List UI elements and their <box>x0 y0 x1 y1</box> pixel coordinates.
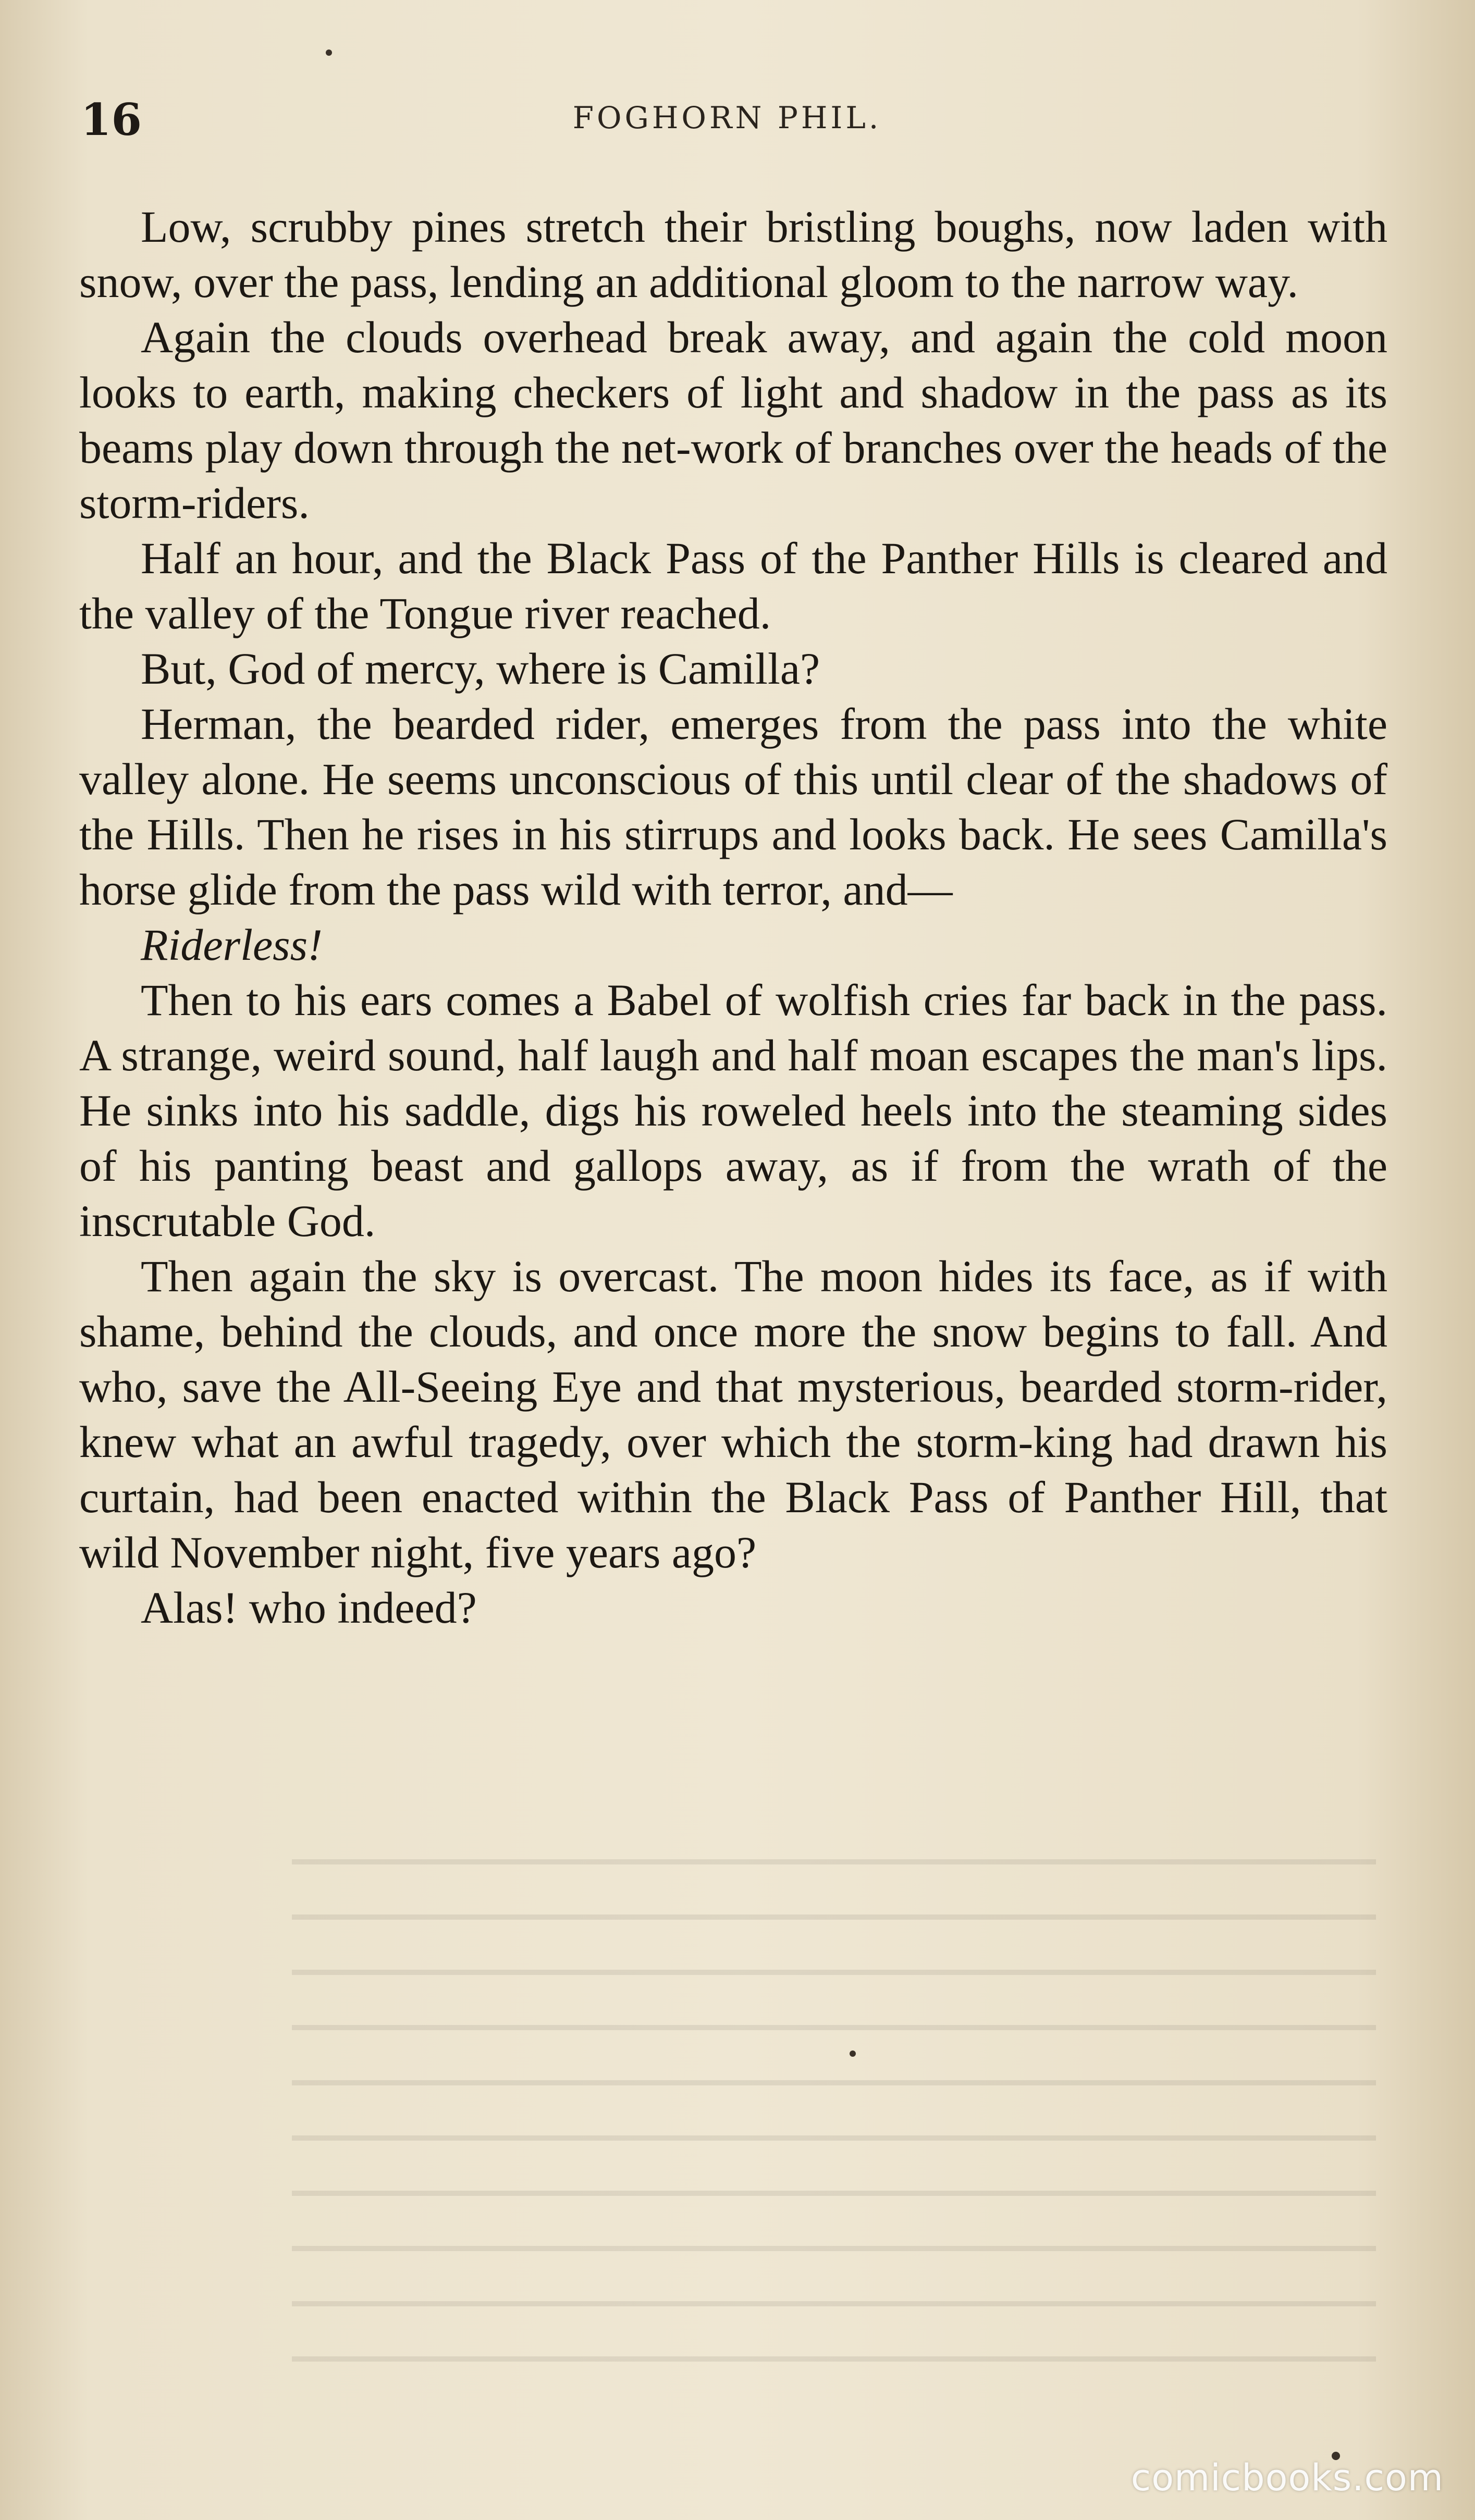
paragraph: Low, scrubby pines stretch their bristling boughs, now laden with snow, over the pass, lending an additional gloom to the narrow way. <box>79 202 1387 307</box>
page-header <box>81 94 1373 151</box>
watermark: comicbooks.com <box>1130 2456 1444 2499</box>
paragraph: Herman, the bearded rider, emerges from the pass into the white valley alone. He seems unconscious of this until clear of the shadows of the Hills. Then he rises in his stirrups and looks back. He sees Camilla's horse glide from the pass wild with terror, and— <box>79 699 1387 915</box>
paragraph: Then to his ears comes a Babel of wolfish cries far back in the pass. A strange, weird sound, half laugh and half moan escapes the man's lips. He sinks into his saddle, digs his roweled heels into the steaming sides of his panting beast and gallops away, as if from the wrath of the inscrutable God. <box>79 975 1387 1246</box>
ink-speck <box>326 50 332 56</box>
paragraph: Alas! who indeed? <box>141 1583 477 1633</box>
paragraph: Then again the sky is overcast. The moon hides its face, as if with shame, behind the clouds, and once more the snow begins to fall. And who, save the All-Seeing Eye and that mysterious, bearded storm-rider, knew what an awful tragedy, over which the storm-king had drawn his curtain, had been enacted within the Black Pass of Panther Hill, that wild November night, five years ago? <box>79 1251 1387 1577</box>
paragraph: Half an hour, and the Black Pass of the Panther Hills is cleared and the valley of the Tongue river reached. <box>79 533 1387 638</box>
paragraph: But, God of mercy, where is Camilla? <box>141 644 820 694</box>
body-text <box>79 199 1387 1635</box>
page-number: 16 <box>81 94 142 145</box>
running-head: FOGHORN PHIL. <box>572 100 882 135</box>
paragraph-italic: Riderless! <box>141 920 323 970</box>
ink-speck <box>850 2050 856 2057</box>
show-through-text <box>292 1834 1376 2387</box>
paragraph: Again the clouds overhead break away, and again the cold moon looks to earth, making checkers of light and shadow in the pass as its beams play down through the net-work of branches over the heads of the storm-riders. <box>79 312 1387 528</box>
